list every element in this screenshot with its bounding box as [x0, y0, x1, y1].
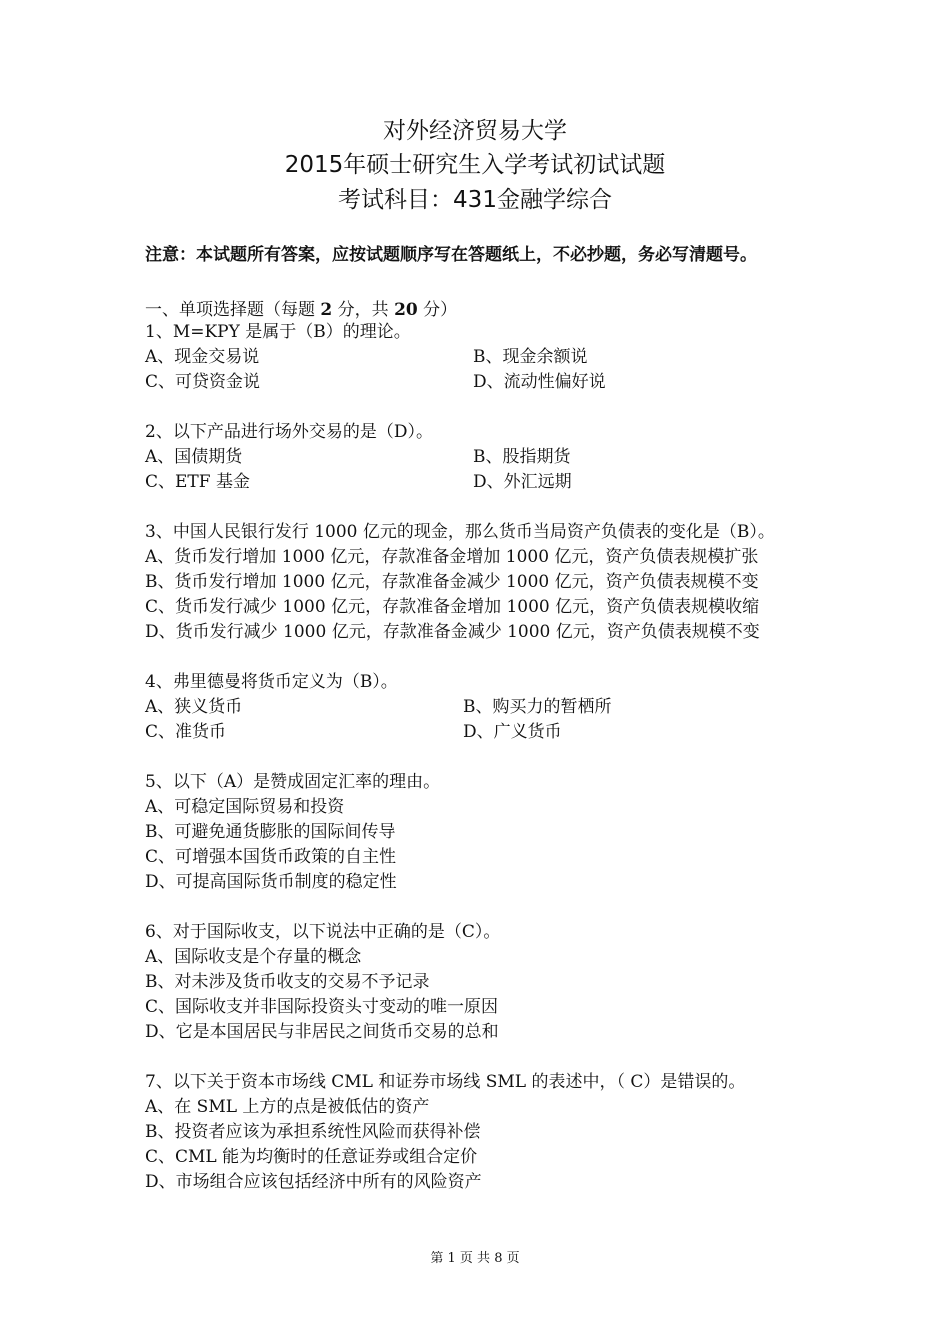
option-d: D、可提高国际货币制度的稳定性 — [145, 872, 397, 892]
option-a: A、国债期货 — [145, 447, 243, 467]
exam-notice: 注意：本试题所有答案，应按试题顺序写在答题纸上，不必抄题，务必写清题号。 — [145, 245, 757, 265]
option-b: B、货币发行增加 1000 亿元，存款准备金减少 1000 亿元，资产负债表规模不变 — [145, 572, 759, 592]
option-d: D、市场组合应该包括经济中所有的风险资产 — [145, 1172, 482, 1192]
option-grid — [145, 695, 815, 745]
option-a: A、现金交易说 — [145, 347, 260, 367]
question-stem: 4、弗里德曼将货币定义为（B）。 — [145, 672, 398, 692]
option-c: C、国际收支并非国际投资头寸变动的唯一原因 — [145, 997, 499, 1017]
question-stem: 6、对于国际收支，以下说法中正确的是（C）。 — [145, 922, 501, 942]
option-a: A、货币发行增加 1000 亿元，存款准备金增加 1000 亿元，资产负债表规模扩张 — [145, 547, 759, 567]
option-d: D、外汇远期 — [473, 472, 572, 492]
section-total: 20 — [394, 300, 418, 320]
option-b: B、投资者应该为承担系统性风险而获得补偿 — [145, 1122, 481, 1142]
question-stem: 5、以下（A）是赞成固定汇率的理由。 — [145, 772, 441, 792]
section-middle: 分，共 — [332, 300, 395, 320]
question-1 — [145, 320, 815, 395]
question-4 — [145, 670, 815, 745]
option-c: C、可增强本国货币政策的自主性 — [145, 847, 397, 867]
subject-title: 考试科目：431金融学综合 — [338, 187, 612, 213]
section-points: 2 — [320, 300, 333, 320]
question-stem: 7、以下关于资本市场线 CML 和证券市场线 SML 的表述中，（ C）是错误的。 — [145, 1072, 746, 1092]
question-7 — [145, 1070, 815, 1195]
option-c: C、可贷资金说 — [145, 372, 261, 392]
section-heading — [145, 295, 457, 320]
option-b: B、股指期货 — [473, 447, 571, 467]
section-prefix: 一、单项选择题（每题 — [145, 300, 321, 320]
question-2 — [145, 420, 815, 495]
question-6 — [145, 920, 815, 1045]
option-grid — [145, 445, 815, 495]
option-c: C、CML 能为均衡时的任意证券或组合定价 — [145, 1147, 478, 1167]
option-b: B、可避免通货膨胀的国际间传导 — [145, 822, 396, 842]
option-d: D、广义货币 — [463, 722, 562, 742]
option-d: D、它是本国居民与非居民之间货币交易的总和 — [145, 1022, 499, 1042]
option-b: B、购买力的暂栖所 — [463, 697, 612, 717]
option-d: D、货币发行减少 1000 亿元，存款准备金减少 1000 亿元，资产负债表规模不变 — [145, 622, 760, 642]
option-a: A、在 SML 上方的点是被低估的资产 — [145, 1097, 430, 1117]
option-c: C、ETF 基金 — [145, 472, 250, 492]
option-grid — [145, 345, 815, 395]
option-b: B、对未涉及货币收支的交易不予记录 — [145, 972, 430, 992]
option-b: B、现金余额说 — [473, 347, 588, 367]
option-d: D、流动性偏好说 — [473, 372, 606, 392]
option-c: C、准货币 — [145, 722, 227, 742]
option-a: A、狭义货币 — [145, 697, 243, 717]
exam-title: 2015年硕士研究生入学考试初试试题 — [284, 152, 666, 178]
question-list — [145, 320, 815, 1220]
question-3 — [145, 520, 815, 645]
question-stem: 3、中国人民银行发行 1000 亿元的现金，那么货币当局资产负债表的变化是（B）。 — [145, 522, 775, 542]
question-stem: 2、以下产品进行场外交易的是（D）。 — [145, 422, 433, 442]
page-footer: 第 1 页 共 8 页 — [430, 1251, 520, 1266]
option-c: C、货币发行减少 1000 亿元，存款准备金增加 1000 亿元，资产负债表规模收缩 — [145, 597, 760, 617]
section-suffix: 分） — [417, 300, 458, 320]
question-5 — [145, 770, 815, 895]
question-stem: 1、M=KPY 是属于（B）的理论。 — [145, 322, 411, 342]
option-a: A、国际收支是个存量的概念 — [145, 947, 362, 967]
option-a: A、可稳定国际贸易和投资 — [145, 797, 345, 817]
university-title: 对外经济贸易大学 — [383, 118, 567, 144]
